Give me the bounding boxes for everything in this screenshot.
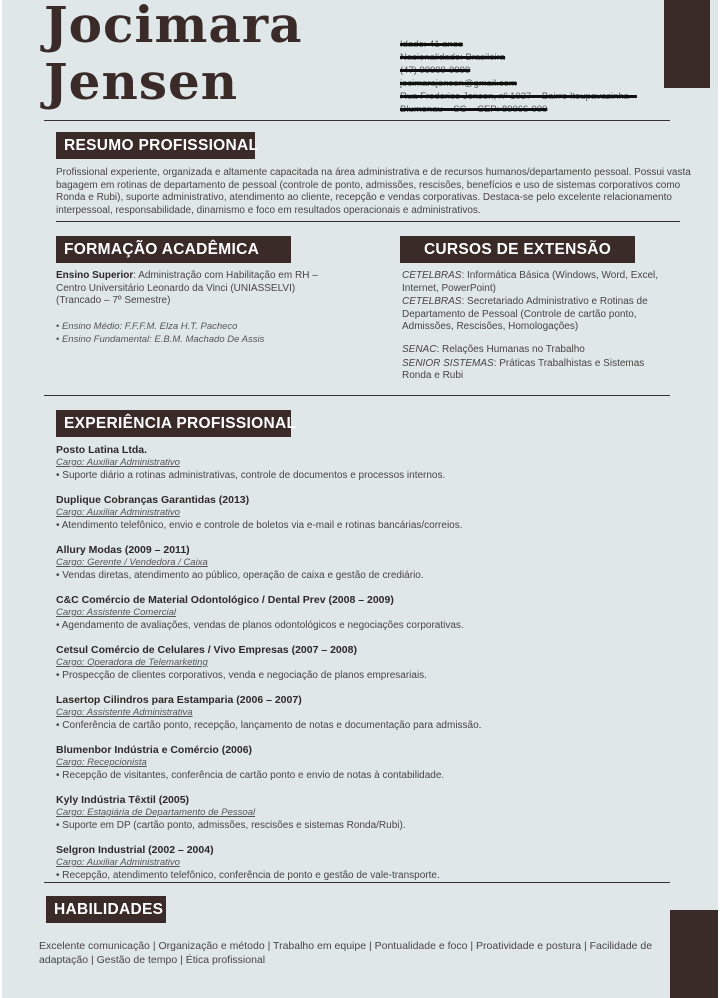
summary-text: Profissional experiente, organizada e altamente capacitada na área administrativa e de recursos humanos/departamento pessoal. Possui vasta bagagem em rotinas de departamento de pessoal (controle de ponto, admissões, rescisões, benefícios e uso de sistemas corporativos como Ronda e Rubi), suporte administrativo, atendimento ao cliente, recepção e vendas corporativas. Destaca-se pelo excelente relacionamento interpessoal, responsabilidade, dinamismo e foco em resultados operacionais e administrativos. xyxy=(56,167,691,216)
job-description: • Conferência de cartão ponto, recepção, lançamento de notas e documentação para admissão. xyxy=(56,719,676,732)
section-heading-education: FORMAÇÃO ACADÊMICA xyxy=(56,236,291,263)
section-heading-summary: RESUMO PROFISSIONAL xyxy=(56,132,255,159)
skills-text: Excelente comunicação | Organização e método | Trabalho em equipe | Pontualidade e foco | Proatividade e postura | Facilidade de adaptação | Gestão de tempo | Ética profissional xyxy=(39,940,653,966)
job-role: Cargo: Assistente Comercial xyxy=(56,607,177,618)
job-description: • Recepção de visitantes, conferência de cartão ponto e envio de notas à contabilidade. xyxy=(56,769,676,782)
education-superior xyxy=(56,270,318,308)
contact-line: Blumenau – SC – CEP: 89066-000 xyxy=(400,104,548,115)
contact-info-redacted xyxy=(400,38,705,116)
divider xyxy=(44,120,670,121)
job-entry xyxy=(56,544,676,582)
job-role: Cargo: Auxiliar Administrativo xyxy=(56,507,180,518)
contact-line: (47) 99999-9999 xyxy=(400,65,471,76)
divider xyxy=(44,395,670,396)
job-role: Cargo: Gerente / Vendedora / Caixa xyxy=(56,557,208,568)
job-role: Cargo: Assistente Administrativa xyxy=(56,707,193,718)
list-item: • Ensino Médio: F.F.F.M. Elza H.T. Pacheco xyxy=(56,320,356,333)
contact-line: Rua Frederico Jensen, nº 1037 – Bairro Itoupavazinha – xyxy=(400,91,637,102)
job-company: Selgron Industrial (2002 – 2004) xyxy=(56,844,214,856)
job-company: Duplique Cobranças Garantidas (2013) xyxy=(56,494,250,506)
decorative-block-top xyxy=(664,0,710,88)
section-heading-courses: CURSOS DE EXTENSÃO xyxy=(400,236,635,263)
candidate-name xyxy=(44,0,303,110)
course-school: SENAC xyxy=(402,343,437,355)
course-school: CETELBRAS xyxy=(402,296,462,308)
job-description: • Prospecção de clientes corporativos, venda e negociação de planos empresariais. xyxy=(56,669,676,682)
job-description: • Agendamento de avaliações, vendas de planos odontológicos e negociações corporativas. xyxy=(56,619,676,632)
job-company: Kyly Indústria Têxtil (2005) xyxy=(56,794,190,806)
section-heading-skills: HABILIDADES xyxy=(46,896,166,923)
course-school: CETELBRAS xyxy=(402,270,462,281)
courses-list xyxy=(402,270,664,384)
list-item xyxy=(402,344,664,357)
list-item xyxy=(402,270,664,295)
job-entry xyxy=(56,844,676,882)
education-superior-text: : Administração com Habilitação em RH – Centro Universitário Leonardo da Vinci (UNIASSELVI) (Trancado – 7º Semestre) xyxy=(56,270,318,307)
job-role: Cargo: Estagiária de Departamento de Pessoal xyxy=(56,807,256,818)
list-item: • Ensino Fundamental: E.B.M. Machado De Assis xyxy=(56,333,356,346)
job-role: Cargo: Recepcionista xyxy=(56,757,147,768)
contact-line: Idade: 41 anos xyxy=(400,39,463,50)
job-entry xyxy=(56,644,676,682)
list-item xyxy=(402,296,664,334)
education-superior-label: Ensino Superior xyxy=(56,270,134,281)
last-name: Jensen xyxy=(44,52,239,111)
divider xyxy=(56,221,680,222)
course-text: : Práticas Trabalhistas e Sistemas Ronda e Rubi xyxy=(402,357,645,382)
job-company: Allury Modas (2009 – 2011) xyxy=(56,544,190,556)
job-entry xyxy=(56,494,676,532)
job-entry xyxy=(56,694,676,732)
job-description: • Suporte diário a rotinas administrativas, controle de documentos e processos internos. xyxy=(56,469,676,482)
job-role: Cargo: Operadora de Telemarketing xyxy=(56,657,208,668)
contact-line: jocimarajensen@gmail.com xyxy=(400,78,517,89)
job-role: Cargo: Auxiliar Administrativo xyxy=(56,857,180,868)
job-company: Lasertop Cilindros para Estamparia (2006 – 2007) xyxy=(56,694,302,706)
job-description: • Atendimento telefônico, envio e controle de boletos via e-mail e rotinas bancárias/correios. xyxy=(56,519,676,532)
job-description: • Vendas diretas, atendimento ao público, operação de caixa e gestão de crediário. xyxy=(56,569,676,582)
first-name: Jocimara xyxy=(44,0,303,54)
course-text: : Relações Humanas no Trabalho xyxy=(436,343,585,355)
course-text: : Informática Básica (Windows, Word, Excel, Internet, PowerPoint) xyxy=(402,270,659,294)
section-heading-experience: EXPERIÊNCIA PROFISSIONAL xyxy=(56,410,291,437)
job-company: Blumenbor Indústria e Comércio (2006) xyxy=(56,744,253,756)
job-entry xyxy=(56,744,676,782)
contact-line: Nacionalidade: Brasileira xyxy=(400,52,506,63)
job-entry xyxy=(56,794,676,832)
divider xyxy=(44,882,670,883)
course-school: SENIOR SISTEMAS xyxy=(402,357,494,369)
list-item xyxy=(402,358,664,383)
job-role: Cargo: Auxiliar Administrativo xyxy=(56,457,180,468)
job-company: Posto Latina Ltda. xyxy=(56,444,148,456)
job-company: Cetsul Comércio de Celulares / Vivo Empresas (2007 – 2008) xyxy=(56,644,357,656)
resume-page xyxy=(2,0,718,998)
education-list xyxy=(56,320,356,346)
job-entry xyxy=(56,594,676,632)
job-description: • Recepção, atendimento telefônico, conferência de ponto e gestão de vale-transporte. xyxy=(56,869,676,882)
decorative-block-bottom xyxy=(670,910,718,998)
job-description: • Suporte em DP (cartão ponto, admissões, rescisões e sistemas Ronda/Rubi). xyxy=(56,819,676,832)
job-entry xyxy=(56,444,676,482)
course-text: : Secretariado Administrativo e Rotinas de Departamento de Pessoal (Controle de cartão ponto, Admissões, Rescisões, Homologações) xyxy=(402,296,648,333)
job-company: C&C Comércio de Material Odontológico / Dental Prev (2008 – 2009) xyxy=(56,594,394,606)
